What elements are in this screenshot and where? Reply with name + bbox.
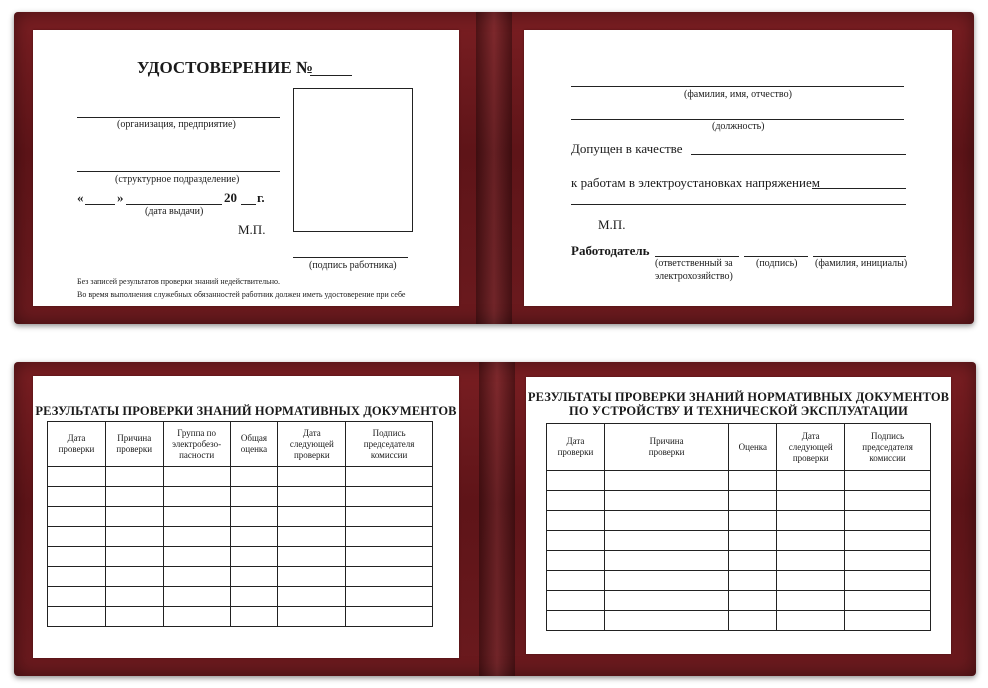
table-cell: [346, 467, 433, 487]
voltage-line: [812, 188, 906, 189]
table-cell: [845, 471, 931, 491]
table-cell: [729, 611, 777, 631]
column-header: [729, 424, 777, 471]
top-booklet-spine: [476, 12, 512, 324]
table-cell: [278, 467, 346, 487]
table-cell: [230, 607, 278, 627]
results-left-body: [48, 467, 433, 627]
table-cell: [604, 551, 729, 571]
table-cell: [604, 591, 729, 611]
date-month-line: [126, 204, 222, 205]
column-header-line: пасности: [179, 449, 215, 460]
table-cell: [230, 507, 278, 527]
table-row: [48, 487, 433, 507]
results-right-title-line1: РЕЗУЛЬТАТЫ ПРОВЕРКИ ЗНАНИЙ НОРМАТИВНЫХ ДОКУМЕНТОВ: [527, 390, 950, 404]
table-cell: [105, 487, 163, 507]
column-header-line: Дата: [566, 436, 585, 446]
responsible-label-line2: электрохозяйство): [655, 271, 733, 282]
column-header: [777, 424, 845, 471]
table-row: [547, 611, 931, 631]
table-cell: [230, 547, 278, 567]
voltage-work-label: к работам в электроустановках напряжением: [571, 175, 820, 190]
table-cell: [48, 547, 106, 567]
column-header-line: оценка: [240, 444, 268, 454]
column-header: [604, 424, 729, 471]
table-cell: [278, 527, 346, 547]
column-header-line: комиссии: [370, 449, 408, 460]
table-cell: [346, 587, 433, 607]
table-cell: [105, 547, 163, 567]
column-header-line: комиссии: [869, 452, 906, 463]
table-row: [547, 491, 931, 511]
table-cell: [278, 487, 346, 507]
table-row: [547, 531, 931, 551]
year-prefix: 20: [224, 190, 237, 205]
table-cell: [105, 567, 163, 587]
extra-line: [571, 204, 906, 205]
table-cell: [48, 467, 106, 487]
table-cell: [278, 587, 346, 607]
column-header-line: Оценка: [738, 441, 768, 452]
employer-label: Работодатель: [571, 243, 650, 258]
column-header-line: проверки: [557, 447, 594, 457]
results-right-body: [547, 471, 931, 631]
worker-signature-label: (подпись работника): [309, 260, 397, 271]
table-cell: [105, 507, 163, 527]
table-cell: [777, 531, 845, 551]
results-left-page: [33, 376, 459, 658]
photo-box: [293, 88, 413, 232]
table-cell: [48, 507, 106, 527]
full-name-label: (фамилия, имя, отчество): [684, 89, 792, 100]
column-header-line: Дата: [801, 430, 820, 441]
column-header-line: следующей: [289, 438, 334, 449]
table-cell: [547, 551, 605, 571]
table-cell: [105, 587, 163, 607]
column-header: [163, 422, 230, 467]
column-header-line: Подпись: [871, 430, 905, 441]
table-cell: [729, 591, 777, 611]
table-cell: [230, 467, 278, 487]
results-right-page: [526, 377, 951, 654]
column-header: [105, 422, 163, 467]
table-cell: [729, 571, 777, 591]
results-right-title-line2: ПО УСТРОЙСТВУ И ТЕХНИЧЕСКОЙ ЭКСПЛУАТАЦИИ: [569, 404, 908, 418]
date-year-line: [241, 204, 256, 205]
column-header: [547, 424, 605, 471]
id-card-title: УДОСТОВЕРЕНИЕ №: [137, 58, 314, 77]
column-header: [278, 422, 346, 467]
table-cell: [105, 607, 163, 627]
table-cell: [48, 567, 106, 587]
department-label: (структурное подразделение): [115, 174, 240, 185]
employer-signature-line: [744, 256, 808, 257]
table-cell: [777, 471, 845, 491]
table-row: [48, 527, 433, 547]
table-cell: [346, 567, 433, 587]
column-header-line: Причина: [117, 433, 152, 443]
table-cell: [604, 491, 729, 511]
id-stamp-label: М.П.: [238, 222, 266, 237]
table-cell: [278, 547, 346, 567]
bottom-booklet-spine: [479, 362, 515, 676]
position-label: (должность): [712, 121, 765, 132]
table-cell: [604, 531, 729, 551]
date-day-line: [85, 204, 115, 205]
responsible-label-line1: (ответственный за: [655, 258, 733, 269]
id-note-line2: Во время выполнения служебных обязанностей работник должен иметь удостоверение при себе: [77, 290, 406, 299]
table-cell: [845, 491, 931, 511]
date-close-quote: »: [117, 190, 124, 205]
table-row: [547, 471, 931, 491]
column-header-line: электробезо-: [172, 438, 222, 449]
column-header-line: следующей: [788, 441, 833, 452]
column-header-line: председателя: [862, 441, 913, 452]
results-right-table: [546, 423, 931, 631]
table-cell: [777, 511, 845, 531]
table-cell: [163, 607, 230, 627]
table-cell: [105, 467, 163, 487]
table-cell: [278, 567, 346, 587]
table-cell: [604, 611, 729, 631]
table-cell: [346, 547, 433, 567]
table-cell: [729, 471, 777, 491]
date-open-quote: «: [77, 190, 84, 205]
column-header: [346, 422, 433, 467]
table-cell: [48, 527, 106, 547]
column-header-line: проверки: [293, 449, 330, 460]
column-header-line: Причина: [649, 436, 684, 446]
results-left-table: [47, 421, 433, 627]
table-row: [48, 467, 433, 487]
column-header-line: Дата: [302, 427, 321, 438]
table-cell: [845, 511, 931, 531]
table-cell: [604, 511, 729, 531]
table-cell: [547, 611, 605, 631]
results-right-header-row: [547, 424, 931, 471]
table-row: [48, 607, 433, 627]
table-cell: [230, 567, 278, 587]
table-cell: [604, 571, 729, 591]
admission-stamp-label: М.П.: [598, 217, 626, 232]
id-note-line1: Без записей результатов проверки знаний недействительно.: [77, 277, 281, 286]
year-suffix: г.: [257, 190, 265, 205]
employer-responsible-line: [655, 256, 739, 257]
certificate-number-line: [310, 75, 352, 76]
column-header-line: проверки: [648, 447, 685, 457]
column-header-line: проверки: [116, 444, 153, 454]
table-cell: [845, 571, 931, 591]
table-cell: [729, 491, 777, 511]
table-cell: [547, 491, 605, 511]
table-cell: [48, 587, 106, 607]
table-row: [48, 547, 433, 567]
column-header-line: проверки: [792, 452, 829, 463]
column-header: [845, 424, 931, 471]
position-line: [571, 119, 904, 120]
table-cell: [845, 551, 931, 571]
table-cell: [163, 487, 230, 507]
table-row: [547, 591, 931, 611]
table-cell: [163, 547, 230, 567]
table-cell: [278, 507, 346, 527]
column-header-line: Общая: [240, 433, 268, 443]
table-cell: [48, 487, 106, 507]
table-cell: [346, 607, 433, 627]
table-cell: [346, 527, 433, 547]
column-header-line: Дата: [67, 433, 86, 443]
table-cell: [777, 491, 845, 511]
organization-label: (организация, предприятие): [117, 119, 236, 130]
table-cell: [230, 587, 278, 607]
table-cell: [346, 487, 433, 507]
results-left-title: РЕЗУЛЬТАТЫ ПРОВЕРКИ ЗНАНИЙ НОРМАТИВНЫХ ДОКУМЕНТОВ: [35, 404, 457, 418]
table-row: [547, 571, 931, 591]
id-card-page: [33, 30, 459, 306]
table-row: [48, 587, 433, 607]
employer-name-line: [813, 256, 906, 257]
table-cell: [604, 471, 729, 491]
results-left-header-row: [48, 422, 433, 467]
admission-page: [524, 30, 952, 306]
admitted-as-label: Допущен в качестве: [571, 141, 683, 156]
column-header-line: Подпись: [372, 427, 406, 438]
table-cell: [845, 591, 931, 611]
table-cell: [163, 527, 230, 547]
table-cell: [547, 531, 605, 551]
table-cell: [547, 591, 605, 611]
table-row: [48, 567, 433, 587]
table-cell: [845, 531, 931, 551]
issue-date-label: (дата выдачи): [145, 206, 204, 217]
table-cell: [547, 471, 605, 491]
table-cell: [105, 527, 163, 547]
table-row: [48, 507, 433, 527]
table-cell: [163, 507, 230, 527]
table-cell: [230, 487, 278, 507]
table-cell: [777, 591, 845, 611]
table-cell: [547, 511, 605, 531]
organization-line: [77, 117, 280, 118]
table-cell: [163, 567, 230, 587]
table-row: [547, 551, 931, 571]
column-header-line: Группа по: [177, 427, 216, 438]
table-cell: [230, 527, 278, 547]
table-cell: [729, 531, 777, 551]
table-cell: [163, 467, 230, 487]
column-header: [48, 422, 106, 467]
table-row: [547, 511, 931, 531]
table-cell: [777, 611, 845, 631]
employer-signature-label: (подпись): [756, 258, 798, 269]
table-cell: [278, 607, 346, 627]
department-line: [77, 171, 280, 172]
table-cell: [777, 551, 845, 571]
column-header-line: председателя: [363, 438, 415, 449]
table-cell: [729, 551, 777, 571]
table-cell: [48, 607, 106, 627]
column-header: [230, 422, 278, 467]
table-cell: [729, 511, 777, 531]
admitted-as-line: [691, 154, 906, 155]
table-cell: [346, 507, 433, 527]
table-cell: [163, 587, 230, 607]
table-cell: [547, 571, 605, 591]
table-cell: [845, 611, 931, 631]
table-cell: [777, 571, 845, 591]
full-name-line: [571, 86, 904, 87]
column-header-line: проверки: [58, 444, 95, 454]
worker-signature-line: [293, 257, 408, 258]
name-initials-label: (фамилия, инициалы): [815, 258, 908, 269]
